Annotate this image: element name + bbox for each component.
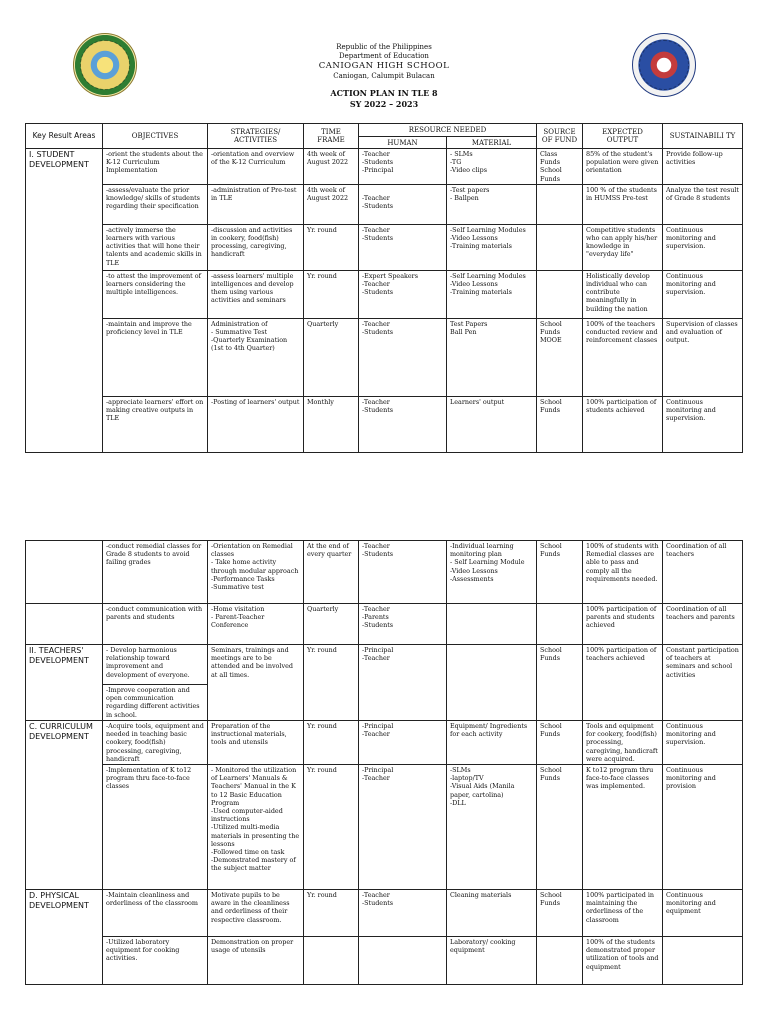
human-resource-cell: -Expert Speakers -Teacher -Students [359, 270, 447, 318]
expected-output-cell: 100% of the teachers conducted review and reinforcement classes [583, 318, 663, 396]
objective-cell: -maintain and improve the proficiency level in TLE [103, 318, 208, 396]
key-result-area: II. TEACHERS' DEVELOPMENT [26, 645, 103, 721]
key-result-area: D. PHYSICAL DEVELOPMENT [26, 890, 103, 985]
col-human: HUMAN [359, 137, 447, 149]
fund-cell: School Funds [537, 721, 583, 765]
time-frame-cell: 4th week of August 2022 [304, 149, 359, 185]
strategy-cell: - Monitored the utilization of Learners' Manuals & Teachers' Manual in the K to 12 Basic Education Program -Used computer-aided instructions -Utilized multi-media materials in presenting the lessons -Followed time on task -Demonstrated mastery of the subject matter [208, 765, 304, 890]
objective-cell: -orient the students about the K-12 Curriculum Implementation [103, 149, 208, 185]
fund-cell [537, 937, 583, 985]
expected-output-cell: 100% of the students demonstrated proper utilization of tools and equipment [583, 937, 663, 985]
strategy-cell: Motivate pupils to be aware in the cleanliness and orderliness of their respective classroom. [208, 890, 304, 937]
expected-output-cell: 85% of the student's population were given orientation [583, 149, 663, 185]
school-year: SY 2022 – 2023 [349, 99, 419, 109]
sustainability-cell: Continuous monitoring and supervision. [663, 224, 743, 270]
sustainability-cell: Constant participation of teachers at seminars and school activities [663, 645, 743, 721]
strategy-cell: Preparation of the instructional materials, tools and utensils [208, 721, 304, 765]
material-cell: -Self Learning Modules -Video Lessons -Training materials [447, 270, 537, 318]
time-frame-cell: Yr. round [304, 224, 359, 270]
human-resource-cell: -Teacher -Students [359, 890, 447, 937]
material-cell: Equipment/ Ingredients for each activity [447, 721, 537, 765]
expected-output-cell: 100% participated in maintaining the orderliness of the classroom [583, 890, 663, 937]
material-cell: - SLMs -TG -Video clips [447, 149, 537, 185]
fund-cell: Class Funds School Funds [537, 149, 583, 185]
objective-cell: -actively immerse the learners with various activities that will hone their talents and academic skills in TLE [103, 224, 208, 270]
strategy-cell: -assess learners' multiple intelligences and develop them using various activities and seminars [208, 270, 304, 318]
sustainability-cell: Continuous monitoring and supervision. [663, 721, 743, 765]
strategy-cell: Administration of - Summative Test -Quarterly Examination (1st to 4th Quarter) [208, 318, 304, 396]
table-row [26, 318, 743, 396]
sustainability-cell [663, 937, 743, 985]
time-frame-cell: Yr. round [304, 890, 359, 937]
table-row [26, 396, 743, 452]
header-republic: Republic of the Philippines [336, 43, 432, 51]
objective-cell: -to attest the improvement of learners considering the multiple intelligences. [103, 270, 208, 318]
table-row [26, 645, 743, 685]
document-title: ACTION PLAN IN TLE 8 [330, 88, 438, 98]
material-cell: Learners' output [447, 396, 537, 452]
key-result-area: C. CURRICULUM DEVELOPMENT [26, 721, 103, 890]
col-resource-needed: RESOURCE NEEDED [359, 124, 537, 137]
key-result-area [26, 604, 103, 645]
human-resource-cell: -Teacher -Students [359, 541, 447, 604]
material-cell: Cleaning materials [447, 890, 537, 937]
key-result-area [26, 541, 103, 604]
table-row [26, 890, 743, 937]
fund-cell: School Funds [537, 541, 583, 604]
sustainability-cell: Analyze the test result of Grade 8 students [663, 184, 743, 224]
sustainability-cell: Coordination of all teachers and parents [663, 604, 743, 645]
col-key-result-areas: Key Result Areas [26, 124, 103, 149]
time-frame-cell: Quarterly [304, 318, 359, 396]
table-row [26, 721, 743, 765]
material-cell: -Test papers - Ballpen [447, 184, 537, 224]
fund-cell [537, 270, 583, 318]
human-resource-cell: -Teacher -Students -Principal [359, 149, 447, 185]
expected-output-cell: Tools and equipment for cookery, food(fish) processing, caregiving, handicraft were acquired. [583, 721, 663, 765]
table-row [26, 149, 743, 185]
fund-cell: School Funds [537, 645, 583, 721]
time-frame-cell: Yr. round [304, 721, 359, 765]
human-resource-cell: -Teacher -Students [359, 318, 447, 396]
sustainability-cell: Continuous monitoring and provision [663, 765, 743, 890]
strategy-cell: Demonstration on proper usage of utensils [208, 937, 304, 985]
objective-cell: -Implementation of K to12 program thru face-to-face classes [103, 765, 208, 890]
fund-cell: School Funds [537, 396, 583, 452]
table-row [26, 184, 743, 224]
table-row [26, 937, 743, 985]
human-resource-cell [359, 937, 447, 985]
col-material: MATERIAL [447, 137, 537, 149]
expected-output-cell: 100% participation of students achieved [583, 396, 663, 452]
header-school-name: CANIOGAN HIGH SCHOOL [318, 61, 450, 71]
expected-output-cell: 100 % of the students in HUMSS Pre-test [583, 184, 663, 224]
material-cell [447, 604, 537, 645]
action-plan-table-part1 [25, 123, 743, 453]
human-resource-cell: -Teacher -Students [359, 224, 447, 270]
time-frame-cell: Monthly [304, 396, 359, 452]
table-row [26, 765, 743, 890]
objective-cell: -Improve cooperation and open communication regarding different activities in school. [103, 685, 208, 721]
material-cell: Test Papers Ball Pen [447, 318, 537, 396]
strategy-cell: -discussion and activities in cookery, food(fish) processing, caregiving, handicraft [208, 224, 304, 270]
time-frame-cell: Yr. round [304, 645, 359, 721]
strategy-cell: -Posting of learners' output [208, 396, 304, 452]
human-resource-cell: -Principal -Teacher [359, 721, 447, 765]
objective-cell: -Maintain cleanliness and orderliness of the classroom [103, 890, 208, 937]
col-source-of-fund: SOURCE OF FUND [537, 124, 583, 149]
col-objectives: OBJECTIVES [103, 124, 208, 149]
objective-cell: -assess/evaluate the prior knowledge/ skills of students regarding their specification [103, 184, 208, 224]
human-resource-cell: -Teacher -Students [359, 184, 447, 224]
sustainability-cell: Continuous monitoring and supervision. [663, 270, 743, 318]
expected-output-cell: K to12 program thru face-to-face classes was implemented. [583, 765, 663, 890]
expected-output-cell: 100% of students with Remedial classes are able to pass and comply all the requirements needed. [583, 541, 663, 604]
sustainability-cell: Coordination of all teachers [663, 541, 743, 604]
human-resource-cell: -Teacher -Parents -Students [359, 604, 447, 645]
col-sustainability: SUSTAINABILI TY [663, 124, 743, 149]
objective-cell: -conduct communication with parents and students [103, 604, 208, 645]
header-department: Department of Education [339, 52, 429, 60]
table-row [26, 270, 743, 318]
col-strategies: STRATEGIES/ ACTIVITIES [208, 124, 304, 149]
objective-cell: - Develop harmonious relationship toward improvement and development of everyone. [103, 645, 208, 685]
strategy-cell: -Home visitation - Parent-Teacher Conference [208, 604, 304, 645]
strategy-cell: -administration of Pre-test in TLE [208, 184, 304, 224]
header-address: Caniogan, Calumpit Bulacan [333, 72, 435, 80]
sustainability-cell: Provide follow-up activities [663, 149, 743, 185]
time-frame-cell: At the end of every quarter [304, 541, 359, 604]
col-time-frame: TIME FRAME [304, 124, 359, 149]
sustainability-cell: Continuous monitoring and supervision. [663, 396, 743, 452]
table-row [26, 224, 743, 270]
material-cell: -Individual learning monitoring plan - Self Learning Module -Video Lessons -Assessments [447, 541, 537, 604]
objective-cell: -conduct remedial classes for Grade 8 students to avoid failing grades [103, 541, 208, 604]
strategy-cell: -orientation and overview of the K-12 Curriculum [208, 149, 304, 185]
expected-output-cell: Holistically develop individual who can contribute meaningfully in building the nation [583, 270, 663, 318]
time-frame-cell: Yr. round [304, 270, 359, 318]
material-cell: -Self Learning Modules -Video Lessons -Training materials [447, 224, 537, 270]
fund-cell: School Funds [537, 765, 583, 890]
action-plan-table-part2 [25, 540, 743, 985]
sustainability-cell: Continuous monitoring and equipment [663, 890, 743, 937]
objective-cell: -appreciate learners' effort on making creative outputs in TLE [103, 396, 208, 452]
fund-cell [537, 184, 583, 224]
sustainability-cell: Supervision of classes and evaluation of output. [663, 318, 743, 396]
time-frame-cell: 4th week of August 2022 [304, 184, 359, 224]
fund-cell [537, 224, 583, 270]
time-frame-cell: Yr. round [304, 765, 359, 890]
expected-output-cell: 100% participation of teachers achieved [583, 645, 663, 721]
human-resource-cell: -Principal -Teacher [359, 765, 447, 890]
key-result-area: I. STUDENT DEVELOPMENT [26, 149, 103, 453]
fund-cell: School Funds [537, 890, 583, 937]
fund-cell [537, 604, 583, 645]
strategy-cell: -Orientation on Remedial classes - Take home activity through modular approach -Performance Tasks -Summative test [208, 541, 304, 604]
human-resource-cell: -Teacher -Students [359, 396, 447, 452]
material-cell: Laboratory/ cooking equipment [447, 937, 537, 985]
time-frame-cell: Quarterly [304, 604, 359, 645]
material-cell [447, 645, 537, 721]
col-expected-output: EXPECTED OUTPUT [583, 124, 663, 149]
fund-cell: School Funds MOOE [537, 318, 583, 396]
expected-output-cell: 100% participation of parents and students achieved [583, 604, 663, 645]
strategy-cell: Seminars, trainings and meetings are to be attended and be involved at all times. [208, 645, 304, 721]
expected-output-cell: Competitive students who can apply his/her knowledge in "everyday life" [583, 224, 663, 270]
table-row [26, 604, 743, 645]
human-resource-cell: -Principal -Teacher [359, 645, 447, 721]
table-row [26, 541, 743, 604]
time-frame-cell [304, 937, 359, 985]
objective-cell: -Acquire tools, equipment and needed in teaching basic cookery, food(fish) processing, caregiving, handicraft [103, 721, 208, 765]
material-cell: -SLMs -laptop/TV -Visual Aids (Manila paper, cartolina) -DLL [447, 765, 537, 890]
objective-cell: -Utilized laboratory equipment for cooking activities. [103, 937, 208, 985]
